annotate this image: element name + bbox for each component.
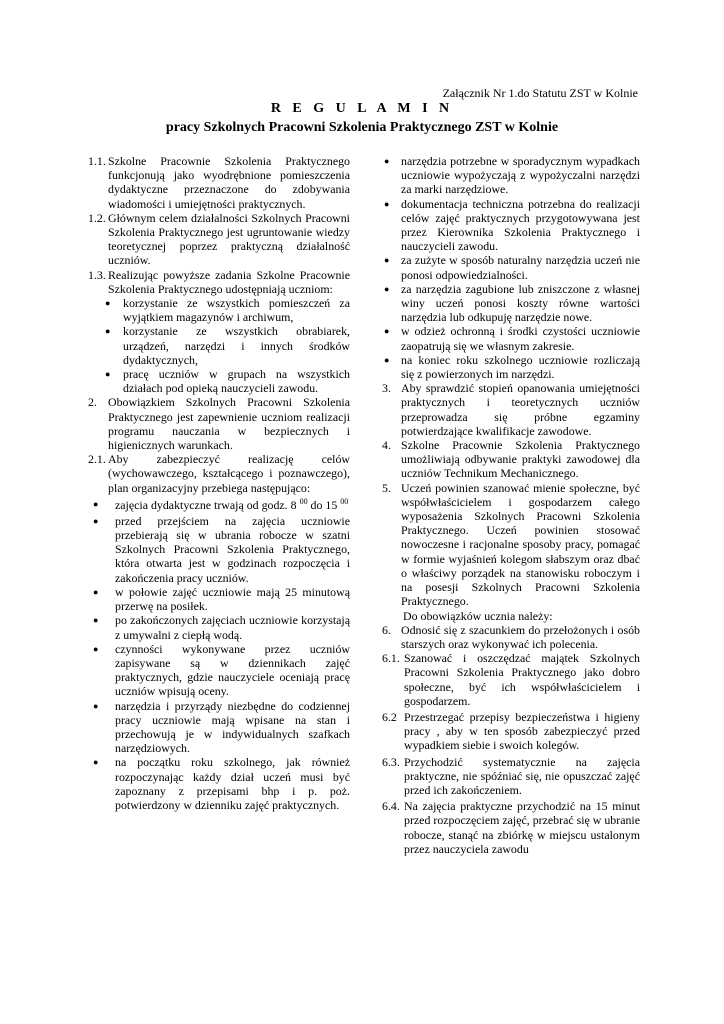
paragraph-text: Aby zabezpieczyć realizację celów (wychowawczego, kształcącego i poznawczego), plan organizacyjny przebiega następująco:: [108, 452, 350, 495]
list-item: [103, 324, 350, 367]
paragraph-number: 6.4.: [382, 799, 400, 814]
list-item-text: korzystanie ze wszystkich obrabiarek, urządzeń, narzędzi i innych środków dydaktycznych,: [123, 324, 350, 367]
paragraph-text: Szanować i oszczędzać majątek Szkolnych Pracowni Szkolenia Praktycznego jako dobro społeczne, być ich współwłaścicielem i gospodarzem.: [404, 651, 640, 708]
list-item: [91, 585, 350, 613]
bullet-icon: ●: [93, 643, 99, 654]
bullet-icon: ●: [384, 198, 390, 209]
list-item-text: w odzież ochronną i środki czystości uczniowie zaopatrują się we własnym zakresie.: [401, 324, 640, 353]
document-subtitle: pracy Szkolnych Pracowni Szkolenia Praktycznego ZST w Kolnie: [165, 120, 559, 135]
bullet-icon: ●: [93, 700, 99, 711]
bullet-icon: ●: [93, 498, 99, 509]
list-item: [91, 514, 350, 585]
paragraph-6-2: [382, 710, 640, 753]
list-item-text: za narzędzia zagubione lub zniszczone z własnej winy uczeń ponosi koszty równe wartości narzędzia lub odkupuję narzędzie nowe.: [401, 281, 640, 325]
paragraph-text: Realizując powyższe zadania Szkolne Pracownie Szkolenia Praktycznego udostępniają uczniom:: [108, 267, 350, 296]
paragraph-text: Szkolne Pracownie Szkolenia Praktycznego umożliwiają odbywanie praktyki zawodowej dla uczniów Technikum Mechanicznego.: [401, 438, 640, 481]
paragraph-1-3: [88, 268, 350, 296]
duties-heading: Do obowiązków ucznia należy:: [403, 608, 553, 623]
left-column: [88, 154, 350, 812]
paragraph-6: [382, 623, 640, 651]
paragraph-number: 1.3.: [88, 267, 106, 282]
paragraph-2-1: [88, 452, 350, 495]
list-item: [91, 613, 350, 641]
list-item: [91, 642, 350, 699]
bullet-icon: ●: [384, 354, 390, 365]
bullet-icon: ●: [105, 326, 111, 337]
paragraph-4: [382, 438, 640, 481]
list-item: [91, 497, 350, 514]
annex-note: Załącznik Nr 1.do Statutu ZST w Kolnie: [442, 86, 638, 100]
list-item: [91, 699, 350, 756]
list-item: [382, 282, 640, 325]
paragraph-number: 2.: [88, 395, 97, 410]
paragraph-text: Uczeń powinien szanować mienie społeczne, być współwłaścicielem i gospodarzem całego wyposażenia Szkolnych Pracowni Szkolenia Praktycznego. Uczeń powinien stosować nowoczesne i racjonalne sposoby pracy, pomagać w formie wyjaśnień kolegom słabszym oraz dbać o właściwy porządek na stanowisku roboczym i na posesji Szkolnych Pracowni Szkolenia Praktycznego.: [401, 480, 640, 609]
bullet-icon: ●: [93, 515, 99, 526]
list-item-text: przed przejściem na zajęcia uczniowie przebierają się w ubrania robocze w szatni Szkolnych Pracowni Szkolenia Praktycznego, która otwarta jest w godzinach rozpoczęcia i zakończenia pracy uczniów.: [115, 513, 350, 585]
paragraph-1-1: [88, 154, 350, 211]
list-item-text: w połowie zajęć uczniowie mają 25 minutową przerwę na posiłek.: [115, 584, 350, 614]
bullet-icon: ●: [384, 255, 390, 266]
paragraph-5: [382, 481, 640, 609]
paragraph-text: Głównym celem działalności Szkolnych Pracowni Szkolenia Praktycznego jest ugruntowanie wiedzy teoretycznej poprzez praktyczną działalność uczniów.: [108, 210, 350, 268]
paragraph-number: 3.: [382, 381, 391, 396]
paragraph-number: 6.: [382, 622, 391, 637]
list-item-text: za zużyte w sposób naturalny narzędzia uczeń nie ponosi odpowiedzialności.: [401, 253, 640, 282]
paragraph-number: 6.3.: [382, 754, 400, 769]
paragraph-text: Przychodzić systematycznie na zajęcia praktyczne, nie spóźniać się, nie opuszczać zajęć przed ich zakończeniem.: [404, 754, 640, 797]
bullet-icon: ●: [93, 757, 99, 768]
list-item: [382, 353, 640, 381]
paragraph-text: Odnosić się z szacunkiem do przełożonych i osób starszych oraz wykonywać ich polecenia.: [401, 622, 640, 651]
document-title: R E G U L A M I N: [270, 101, 454, 116]
list-item-text: narzędzia potrzebne w sporadycznym wypadkach uczniowie wypożyczają z wypożyczalni narzędzi za marki narzędziowe.: [401, 154, 640, 197]
paragraph-6-1: [382, 651, 640, 708]
bullet-icon: ●: [384, 156, 390, 166]
list-item-text: narzędzia i przyrządy niezbędne do codziennej pracy uczniowie mają wpisane na stan i przechowują je w indywidualnych szafkach narzędziowych.: [115, 698, 350, 756]
paragraph-6-3: [382, 755, 640, 798]
bullet-icon: ●: [384, 283, 390, 294]
list-item-text: po zakończonych zajęciach uczniowie korzystają z umywalni z ciepłą wodą.: [115, 613, 350, 642]
paragraph-text: Obowiązkiem Szkolnych Pracowni Szkolenia Praktycznego jest zapewnienie uczniom realizacji programu nauczania w bezpiecznych i higienicznych warunkach.: [108, 395, 350, 453]
list-item-text: zajęcia dydaktyczne trwają od godz. 8 $^{00}$ do 15 $^{00}$: [115, 496, 349, 512]
paragraph-number: 6.1.: [382, 651, 400, 666]
bullet-icon: ●: [105, 298, 111, 309]
paragraph-1-2: [88, 211, 350, 268]
paragraph-text: Na zajęcia praktyczne przychodzić na 15 minut przed rozpoczęciem zajęć, przebrać się w ubranie robocze, stanąć na zbiórkę w miejscu ustalonym przez nauczyciela zawodu: [404, 799, 641, 856]
list-item: [103, 367, 350, 395]
list-item-text: czynności wykonywane przez uczniów zapisywane są w dziennikach zajęć praktycznych, gdzie nauczyciele oceniają pracę uczniów wpisują oceny.: [115, 641, 350, 699]
list-item: [382, 324, 640, 352]
paragraph-text: Aby sprawdzić stopień opanowania umiejętności praktycznych i teoretycznych uczniów przeprowadza się próbne egzaminy potwierdzające kwalifikacje zawodowe.: [401, 381, 640, 438]
list-item-text: dokumentacja techniczna potrzebna do realizacji celów zajęć praktycznych przygotowywana jest przez Kierownika Szkolenia Praktycznego i nauczycieli zawodu.: [401, 196, 640, 254]
list-item-text: na koniec roku szkolnego uczniowie rozliczają się z powierzonych im narzędzi.: [401, 352, 640, 382]
bullet-icon: ●: [105, 369, 111, 380]
paragraph-text: Szkolne Pracownie Szkolenia Praktycznego funkcjonują jako wyodrębnione pomieszczenia dydaktyczne przeznaczone do zdobywania wiadomości i umiejętności praktycznych.: [108, 154, 350, 211]
list-item: [382, 197, 640, 254]
paragraph-number: 4.: [382, 438, 391, 453]
paragraph-number: 2.1.: [88, 452, 106, 467]
paragraph-number: 1.2.: [88, 210, 106, 225]
paragraph-number: 6.2: [382, 709, 397, 724]
list-item: [382, 253, 640, 281]
bullet-icon: ●: [384, 326, 390, 337]
paragraph-text: Przestrzegać przepisy bezpieczeństwa i higieny pracy , aby w ten sposób zabezpieczyć przed wypadkiem siebie i swoich kolegów.: [404, 709, 640, 753]
list-item: [382, 154, 640, 197]
paragraph-6-4: [382, 799, 640, 856]
list-item: [91, 755, 350, 812]
bullet-icon: ●: [93, 586, 99, 597]
list-item-text: pracę uczniów w grupach na wszystkich działach pod opieką nauczycieli zawodu.: [123, 367, 350, 396]
paragraph-3: [382, 381, 640, 438]
paragraph-2: [88, 395, 350, 452]
right-column: [382, 154, 640, 856]
paragraph-number: 5.: [382, 480, 391, 495]
list-item-text: korzystanie ze wszystkich pomieszczeń za wyjątkiem magazynów i archiwum,: [123, 296, 350, 325]
paragraph-number: 1.1.: [88, 154, 106, 168]
list-item: [103, 296, 350, 324]
list-item-text: na początku roku szkolnego, jak również rozpoczynając każdy dział uczeń musi być zapoznany z przepisami bhp i p. poż. potwierdzony w dzienniku zajęć praktycznych.: [115, 755, 350, 812]
bullet-icon: ●: [93, 615, 99, 626]
